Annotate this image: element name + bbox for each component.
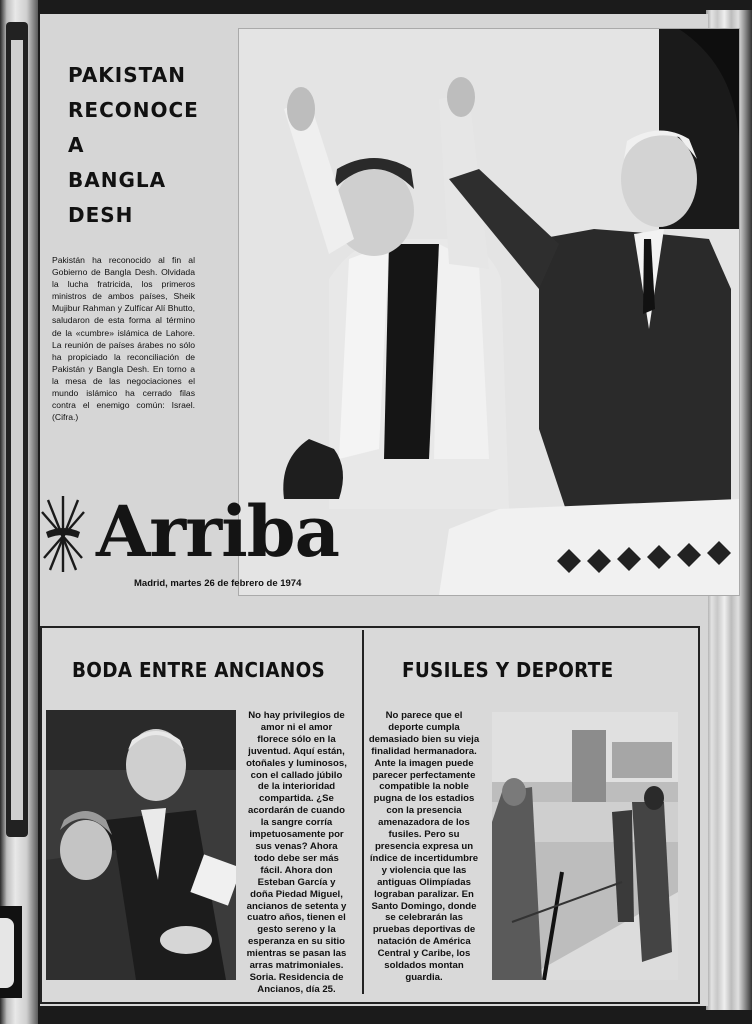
front-headline (68, 58, 238, 233)
boda-body-text: No hay privilegios de amor ni el amor florece sólo en la juventud. Aquí están, otoñales y luminosos, con el callado júbilo de la interioridad compartida. ¿Se acordarán de cuando la sangre corría impetuosamente por sus venas? Ahora todo debe ser más fácil. Ahora don Esteban García y doña Piedad Miguel, ancianos de setenta y cuatro años, tienen el gesto sereno y la esperanza en su sitio mientras se pasan las arras matrimoniales. Soria. Residencia de Ancianos, día 25. (246, 710, 347, 995)
fusiles-headline: FUSILES Y DEPORTE (402, 658, 614, 682)
fusiles-body-text: No parece que el deporte cumpla demasiado bien su vieja finalidad hermanadora. Ante la imagen puede parecer perfectamente compatible la noble pugna de los estadios con la presencia amenazadora de los fusiles. Pero su presencia expresa un índice de incertidumbre y violencia que las antiguas Olimpíadas lograban paralizar. En Santo Domingo, donde se celebrarán las pruebas deportivas de natación de América Central y Caribe, los soldados montan guardia. (368, 710, 480, 983)
newspaper-masthead: Arriba (96, 490, 339, 573)
adjacent-page-edge (0, 0, 38, 1024)
newspaper-page (40, 14, 708, 1006)
headline-line: DESH (68, 203, 134, 227)
headline-line: RECONOCE (68, 98, 199, 122)
headline-line: PAKISTAN (68, 63, 186, 87)
photo-elderly-couple (46, 710, 236, 980)
front-intro-text: Pakistán ha reconocido al fin al Gobierno de Bangla Desh. Olvidada la lucha fratricida, los primeros ministros de ambos países, Sheik Mujibur Rahman y Zulfícar Alí Bhutto, saludaron de esta forma al término de la «cumbre» islámica de Lahore. La reunión de países árabes no sólo ha propiciado la reconciliación de Pakistán y Bangla Desh. En torno a la mesa de las negociaciones el mundo islámico ha cerrado filas contra el enemigo común: Israel. (Cifra.) (52, 255, 195, 423)
boda-headline: BODA ENTRE ANCIANOS (72, 658, 326, 682)
column-divider (362, 630, 364, 994)
adjacent-page-tab-inner (0, 918, 14, 988)
yoke-arrows-emblem-icon (40, 492, 86, 576)
headline-line: A (68, 133, 85, 157)
photo-soldiers-stadium (492, 712, 678, 980)
headline-line: BANGLA (68, 168, 167, 192)
adjacent-page-margin (11, 40, 23, 820)
masthead-dateline: Madrid, martes 26 de febrero de 1974 (134, 578, 302, 589)
